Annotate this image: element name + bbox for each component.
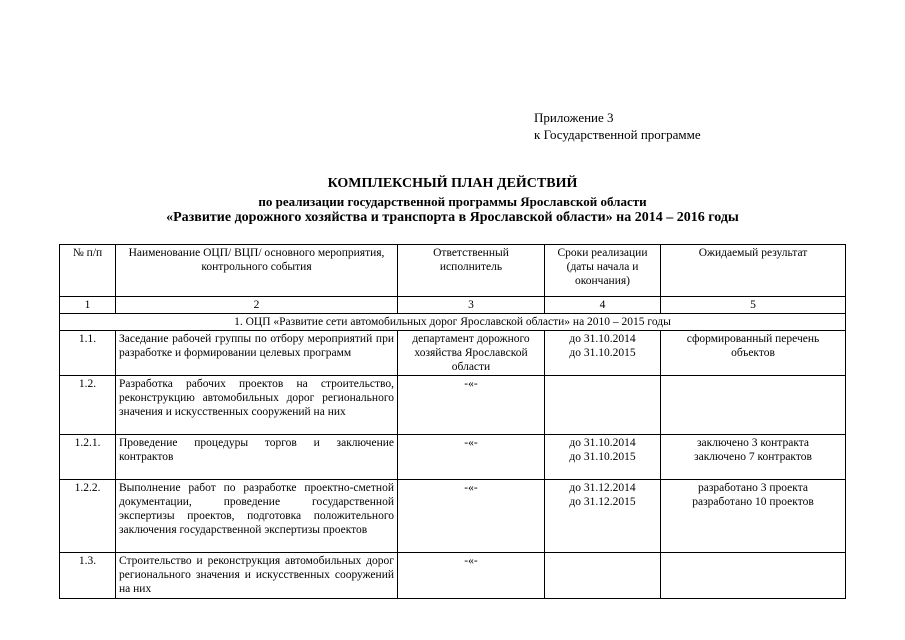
row-result	[661, 435, 846, 480]
row-name: Выполнение работ по разработке проектно-сметной документации, проведение государственной экспертизы проектов, подготовка положительного заключения государственной экспертизы проектов	[116, 480, 398, 553]
row-executor: -«-	[398, 480, 545, 553]
table-row	[60, 376, 846, 435]
section-row	[60, 314, 846, 331]
row-name: Заседание рабочей группы по отбору мероприятий при разработке и формировании целевых программ	[116, 331, 398, 376]
table-row	[60, 480, 846, 553]
row-date-start: до 31.10.2014	[569, 437, 636, 449]
row-dates	[545, 435, 661, 480]
row-date-end: до 31.10.2015	[569, 451, 636, 463]
table-header-row	[60, 245, 846, 297]
row-number: 1.1.	[60, 331, 116, 376]
row-result-line: сформированный перечень объектов	[686, 333, 820, 359]
row-name: Строительство и реконструкция автомобильных дорог регионального значения и искусственных сооружений на них	[116, 553, 398, 599]
header-name: Наименование ОЦП/ ВЦП/ основного мероприятия, контрольного события	[116, 245, 398, 297]
row-executor: -«-	[398, 435, 545, 480]
appendix-number: Приложение 3	[534, 110, 614, 125]
row-dates	[545, 376, 661, 435]
row-name: Разработка рабочих проектов на строительство, реконструкцию автомобильных дорог регионального значения и искусственных сооружений на них	[116, 376, 398, 435]
header-dates: Сроки реализации (даты начала и окончания)	[545, 245, 661, 297]
column-number: 1	[60, 297, 116, 314]
action-plan-table	[59, 244, 846, 599]
row-result-line: заключено 3 контракта	[696, 437, 810, 449]
program-name: «Развитие дорожного хозяйства и транспорта в Ярославской области» на 2014 – 2016 годы	[166, 210, 739, 225]
table-row	[60, 435, 846, 480]
row-result	[661, 553, 846, 599]
row-number: 1.2.2.	[60, 480, 116, 553]
appendix-note	[534, 109, 701, 143]
row-result	[661, 480, 846, 553]
document-subtitle: по реализации государственной программы Ярославской области	[258, 194, 647, 209]
column-number: 2	[116, 297, 398, 314]
row-executor: департамент дорожного хозяйства Ярославской области	[398, 331, 545, 376]
row-name: Проведение процедуры торгов и заключение контрактов	[116, 435, 398, 480]
row-date-end: до 31.10.2015	[569, 347, 636, 359]
table-row	[60, 331, 846, 376]
row-executor: -«-	[398, 553, 545, 599]
row-number: 1.2.1.	[60, 435, 116, 480]
header-result: Ожидаемый результат	[661, 245, 846, 297]
row-dates	[545, 553, 661, 599]
row-result-line: разработано 3 проекта	[698, 482, 808, 494]
row-result	[661, 376, 846, 435]
row-result	[661, 331, 846, 376]
row-number: 1.2.	[60, 376, 116, 435]
column-number: 4	[545, 297, 661, 314]
row-result-line: заключено 7 контрактов	[694, 451, 812, 463]
header-number: № п/п	[60, 245, 116, 297]
row-date-start: до 31.12.2014	[569, 482, 636, 494]
document-title: КОМПЛЕКСНЫЙ ПЛАН ДЕЙСТВИЙ	[327, 176, 578, 191]
header-executor: Ответственный исполнитель	[398, 245, 545, 297]
row-executor: -«-	[398, 376, 545, 435]
row-dates	[545, 480, 661, 553]
row-dates	[545, 331, 661, 376]
column-number: 5	[661, 297, 846, 314]
row-number: 1.3.	[60, 553, 116, 599]
column-number: 3	[398, 297, 545, 314]
row-date-start: до 31.10.2014	[569, 333, 636, 345]
appendix-reference: к Государственной программе	[534, 127, 701, 142]
table-row	[60, 553, 846, 599]
row-date-end: до 31.12.2015	[569, 496, 636, 508]
column-number-row	[60, 297, 846, 314]
section-title: 1. ОЦП «Развитие сети автомобильных дорог Ярославской области» на 2010 – 2015 годы	[60, 314, 846, 331]
row-result-line: разработано 10 проектов	[692, 496, 814, 508]
